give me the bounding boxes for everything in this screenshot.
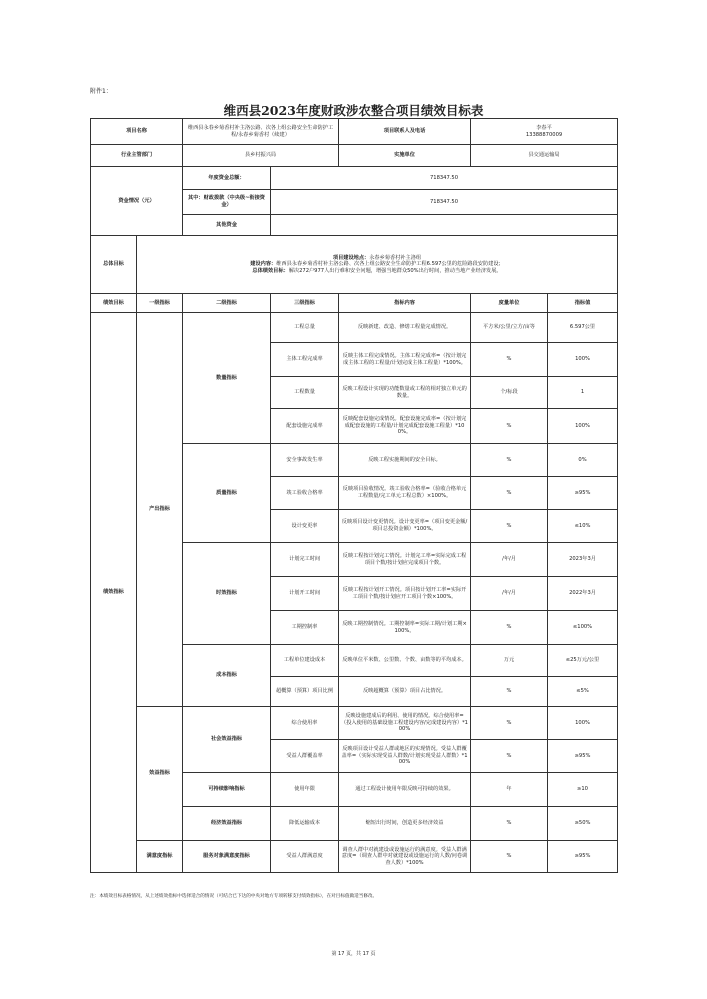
- indicator-content: 反映单位平米数、公里数、个数、亩数等的平均成本。: [339, 645, 471, 677]
- indicator-unit: %: [471, 841, 548, 873]
- indicator-value: ≤25万元/公里: [548, 645, 618, 677]
- indicator-name: 受益人群覆盖率: [271, 740, 339, 773]
- group-social: 社会效益指标: [183, 707, 271, 773]
- indicator-content: 反映工程实施期间的安全目标。: [339, 444, 471, 477]
- page-number: 第 17 页，共 17 页: [331, 951, 376, 957]
- indicator-name: 设计变更率: [271, 510, 339, 543]
- indicator-value: 100%: [548, 409, 618, 444]
- goal-line: 总体绩效目标：解决272户977人出行难和安全问题，增强当地群众50%出行时间，推动当地产业经济发展。: [252, 267, 502, 274]
- goal-row: [91, 236, 618, 294]
- header-unit: 度量单位: [471, 294, 548, 313]
- header-perf-target: 绩效目标: [91, 294, 137, 313]
- group-service: 服务对象满意度指标: [183, 841, 271, 873]
- table-row: [91, 707, 618, 740]
- indicator-value: ≥10: [548, 773, 618, 807]
- dept-row: [91, 145, 618, 167]
- indicator-content: 通过工程设计使用年限反映可持续的效果。: [339, 773, 471, 807]
- indicator-content: 反映工程按计划开工情况。项目按计划开工率=实际开工项目个数/按计划应开工项目个数×100%。: [339, 577, 471, 611]
- indicator-content: 调查人群中对就建设或设施运行的满意度。受益人群满意度=（调查人群中对就建设或设施运行的人数/问卷调查人数）*100%: [339, 841, 471, 873]
- indicator-content: 反映设施建成后的利用、使用的情况。综合使用率=（投入使用的基础设施工程建设内容/完成建设内容）*100%: [339, 707, 471, 740]
- contact-label: 项目联系人及电话: [339, 119, 471, 145]
- indicator-content: 反映主体工程完成情况。主体工程完成率=（按计划完成主体工程的工程量/计划完成主体工程量）*100%。: [339, 343, 471, 377]
- indicator-name: 受益人群满意度: [271, 841, 339, 873]
- header-level3: 三级指标: [271, 294, 339, 313]
- attachment-label: 附件1：: [90, 88, 112, 95]
- indicator-unit: /年/月: [471, 543, 548, 577]
- header-value: 指标值: [548, 294, 618, 313]
- indicator-value: ≤100%: [548, 611, 618, 645]
- indicator-unit: %: [471, 611, 548, 645]
- indicator-name: 综合使用率: [271, 707, 339, 740]
- dept-label: 行业主管部门: [91, 145, 183, 167]
- contact-phone: 13388870009: [525, 131, 563, 138]
- group-quality: 质量指标: [183, 444, 271, 543]
- group-benefit: 效益指标: [137, 707, 183, 841]
- project-name-label: 项目名称: [91, 119, 183, 145]
- indicator-name: 降低运输成本: [271, 807, 339, 841]
- indicator-value: ≥50%: [548, 807, 618, 841]
- indicator-header-row: [91, 294, 618, 313]
- indicator-unit: /年/月: [471, 577, 548, 611]
- indicator-content: 反映工程设计实现的功能数量或工程的相对独立单元的数量。: [339, 377, 471, 409]
- header-level1: 一级指标: [137, 294, 183, 313]
- indicator-value: 0%: [548, 444, 618, 477]
- indicator-value: 6.597公里: [548, 313, 618, 343]
- dept-value: 县乡村振兴局: [183, 145, 339, 167]
- indicator-name: 使用年限: [271, 773, 339, 807]
- table-row: [91, 313, 618, 343]
- indicator-name: 配套设施完成率: [271, 409, 339, 444]
- group-timeliness: 时效指标: [183, 543, 271, 645]
- header-content: 指标内容: [339, 294, 471, 313]
- group-perf: 绩效指标: [91, 313, 137, 873]
- project-name-row: [91, 119, 618, 145]
- indicator-content: 反映项目验收情况。竣工验收合格率=（验收合格单元工程数量/完工单元工程总数）×100%。: [339, 477, 471, 510]
- indicator-unit: 万元: [471, 645, 548, 677]
- indicator-unit: 平方米/公里/立方/亩等: [471, 313, 548, 343]
- indicator-content: 反映配套设施完成情况。配套设施完成率=（按计划完成配套设施的工程量/计划完成配套设施工程量）*100%。: [339, 409, 471, 444]
- indicator-unit: %: [471, 677, 548, 707]
- group-quantity: 数量指标: [183, 313, 271, 444]
- indicator-content: 反映项目设计变更情况。设计变更率=（项目变更金额/项目总投资金额）*100%。: [339, 510, 471, 543]
- indicator-name: 计划完工时间: [271, 543, 339, 577]
- indicator-name: 工程数量: [271, 377, 339, 409]
- footnote: 注：本绩效目标表格情况，从上述绩效指标中选择适合的情况（可结合已下达的中央对地方专项转移支付绩效指标），在对目标值做适当修改。: [90, 894, 378, 899]
- indicator-value: 2023年3月: [548, 543, 618, 577]
- indicator-value: 1: [548, 377, 618, 409]
- table-row: [91, 841, 618, 873]
- indicator-unit: %: [471, 740, 548, 773]
- funds-total-value: 718347.50: [271, 167, 618, 190]
- indicator-name: 计划开工时间: [271, 577, 339, 611]
- indicator-content: 反映新建、改造、修缮工程量完成情况。: [339, 313, 471, 343]
- funds-other-label: 其他资金: [183, 215, 271, 236]
- contact-name: 李春平: [536, 124, 552, 131]
- funds-other-value: [271, 215, 618, 236]
- indicator-value: 100%: [548, 707, 618, 740]
- funds-central-value: 718347.50: [271, 190, 618, 215]
- indicator-content: 反映工程按计划完工情况。计划完工率=实际完成工程项目个数/按计划应完成项目个数。: [339, 543, 471, 577]
- goal-content: [137, 236, 618, 294]
- goal-line: 项目建设地点：永春乡菊香村补主洛组: [332, 254, 422, 261]
- indicator-name: 工程总量: [271, 313, 339, 343]
- indicator-content: 缩短出行时间，创造更多经济效益: [339, 807, 471, 841]
- page-title: 维西县2023年度财政涉农整合项目绩效目标表: [223, 103, 484, 118]
- project-name-value: 维西县永春乡菊香村补主洛公路、次各上组公路安全生命防护工程/永春乡菊香村（续建）: [183, 119, 339, 145]
- funds-total-label: 年度资金总额：: [183, 167, 271, 190]
- funds-total-row: [91, 167, 618, 190]
- indicator-unit: %: [471, 409, 548, 444]
- indicator-unit: %: [471, 477, 548, 510]
- unit-value: 县交通运输局: [471, 145, 618, 167]
- group-cost: 成本指标: [183, 645, 271, 707]
- header-level2: 二级指标: [183, 294, 271, 313]
- indicator-unit: %: [471, 707, 548, 740]
- indicator-unit: %: [471, 807, 548, 841]
- group-output: 产出指标: [137, 313, 183, 707]
- indicator-value: 100%: [548, 343, 618, 377]
- group-economic: 经济效益指标: [183, 807, 271, 841]
- unit-label: 实施单位: [339, 145, 471, 167]
- indicator-value: ≥95%: [548, 477, 618, 510]
- group-satisfaction: 满意度指标: [137, 841, 183, 873]
- indicator-name: 安全事故发生率: [271, 444, 339, 477]
- indicator-name: 工期控制率: [271, 611, 339, 645]
- funds-central-label: 其中：财政拨款（中央级~衔接资金）: [183, 190, 271, 215]
- indicator-unit: %: [471, 343, 548, 377]
- goal-line: 建设内容：维西县永春乡菊香村补主洛公路、次各上组公路安全生命防护工程6.597公里的危险路段安防建设；: [250, 261, 504, 268]
- performance-target-table: [90, 118, 618, 873]
- indicator-value: ≤5%: [548, 677, 618, 707]
- indicator-value: ≥95%: [548, 740, 618, 773]
- indicator-value: 2022年3月: [548, 577, 618, 611]
- contact-value: [471, 119, 618, 145]
- indicator-name: 工程单位建设成本: [271, 645, 339, 677]
- group-sustain: 可持续影响指标: [183, 773, 271, 807]
- indicator-unit: %: [471, 444, 548, 477]
- indicator-content: 反映超概算（预算）项目占比情况。: [339, 677, 471, 707]
- indicator-value: ≤10%: [548, 510, 618, 543]
- indicator-unit: %: [471, 510, 548, 543]
- indicator-value: ≥95%: [548, 841, 618, 873]
- indicator-content: 反映项目设计受益人群或地区的实现情况。受益人群覆盖率=（实际实现受益人群数/计划实现受益人群数）*100%: [339, 740, 471, 773]
- indicator-unit: 年: [471, 773, 548, 807]
- indicator-content: 反映工期控制情况。工期控制率=实际工期/计划工期×100%。: [339, 611, 471, 645]
- goal-label: 总体目标: [91, 236, 137, 294]
- indicator-name: 主体工程完成率: [271, 343, 339, 377]
- funds-label: 资金情况（元）: [91, 167, 183, 236]
- indicator-name: 竣工验收合格率: [271, 477, 339, 510]
- indicator-unit: 个/标段: [471, 377, 548, 409]
- indicator-name: 超概算（预算）项目比例: [271, 677, 339, 707]
